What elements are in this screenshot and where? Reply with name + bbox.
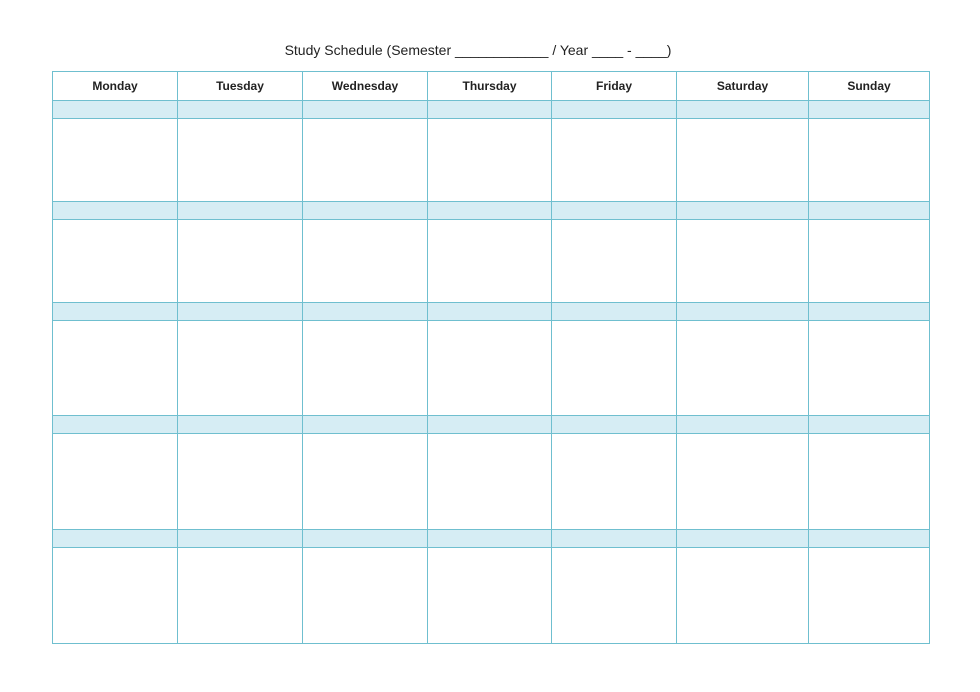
time-band-cell-thursday[interactable] [428, 202, 552, 220]
schedule-cell-friday[interactable] [552, 119, 677, 202]
schedule-cell-sunday[interactable] [809, 548, 930, 644]
schedule-cell-thursday[interactable] [428, 220, 552, 303]
schedule-row [53, 119, 930, 202]
schedule-cell-wednesday[interactable] [303, 434, 428, 530]
schedule-cell-saturday[interactable] [677, 548, 809, 644]
schedule-cell-tuesday[interactable] [178, 220, 303, 303]
time-band-cell-sunday[interactable] [809, 416, 930, 434]
schedule-cell-tuesday[interactable] [178, 119, 303, 202]
time-band-cell-friday[interactable] [552, 101, 677, 119]
time-band-cell-saturday[interactable] [677, 416, 809, 434]
day-header-wednesday: Wednesday [303, 72, 428, 101]
time-band-row [53, 303, 930, 321]
schedule-cell-thursday[interactable] [428, 119, 552, 202]
time-band-cell-tuesday[interactable] [178, 303, 303, 321]
day-header-monday: Monday [53, 72, 178, 101]
time-band-cell-friday[interactable] [552, 303, 677, 321]
time-band-cell-wednesday[interactable] [303, 101, 428, 119]
time-band-cell-friday[interactable] [552, 416, 677, 434]
schedule-cell-friday[interactable] [552, 434, 677, 530]
schedule-row [53, 548, 930, 644]
schedule-cell-sunday[interactable] [809, 321, 930, 416]
day-header-tuesday: Tuesday [178, 72, 303, 101]
time-band-row [53, 101, 930, 119]
schedule-cell-wednesday[interactable] [303, 119, 428, 202]
schedule-cell-saturday[interactable] [677, 119, 809, 202]
schedule-cell-wednesday[interactable] [303, 220, 428, 303]
schedule-grid [52, 71, 930, 644]
time-band-cell-tuesday[interactable] [178, 101, 303, 119]
time-band-cell-tuesday[interactable] [178, 202, 303, 220]
time-band-cell-sunday[interactable] [809, 101, 930, 119]
time-band-cell-monday[interactable] [53, 530, 178, 548]
time-band-cell-wednesday[interactable] [303, 303, 428, 321]
schedule-cell-monday[interactable] [53, 220, 178, 303]
schedule-cell-friday[interactable] [552, 220, 677, 303]
time-band-cell-saturday[interactable] [677, 303, 809, 321]
schedule-cell-saturday[interactable] [677, 434, 809, 530]
time-band-cell-thursday[interactable] [428, 303, 552, 321]
schedule-cell-tuesday[interactable] [178, 548, 303, 644]
schedule-cell-tuesday[interactable] [178, 434, 303, 530]
schedule-cell-friday[interactable] [552, 321, 677, 416]
time-band-cell-friday[interactable] [552, 530, 677, 548]
schedule-cell-saturday[interactable] [677, 321, 809, 416]
day-header-saturday: Saturday [677, 72, 809, 101]
day-header-row [53, 72, 930, 101]
time-band-cell-sunday[interactable] [809, 303, 930, 321]
schedule-cell-sunday[interactable] [809, 220, 930, 303]
time-band-cell-saturday[interactable] [677, 530, 809, 548]
schedule-cell-monday[interactable] [53, 119, 178, 202]
schedule-row [53, 220, 930, 303]
day-header-sunday: Sunday [809, 72, 930, 101]
time-band-cell-thursday[interactable] [428, 416, 552, 434]
time-band-row [53, 530, 930, 548]
time-band-cell-tuesday[interactable] [178, 530, 303, 548]
time-band-cell-saturday[interactable] [677, 202, 809, 220]
schedule-row [53, 434, 930, 530]
day-header-thursday: Thursday [428, 72, 552, 101]
time-band-cell-tuesday[interactable] [178, 416, 303, 434]
schedule-cell-saturday[interactable] [677, 220, 809, 303]
schedule-row [53, 321, 930, 416]
time-band-cell-thursday[interactable] [428, 530, 552, 548]
schedule-cell-tuesday[interactable] [178, 321, 303, 416]
schedule-cell-monday[interactable] [53, 321, 178, 416]
schedule-cell-wednesday[interactable] [303, 548, 428, 644]
schedule-cell-friday[interactable] [552, 548, 677, 644]
time-band-cell-friday[interactable] [552, 202, 677, 220]
time-band-cell-wednesday[interactable] [303, 416, 428, 434]
time-band-cell-thursday[interactable] [428, 101, 552, 119]
time-band-cell-monday[interactable] [53, 416, 178, 434]
time-band-cell-sunday[interactable] [809, 202, 930, 220]
schedule-cell-wednesday[interactable] [303, 321, 428, 416]
time-band-row [53, 202, 930, 220]
schedule-cell-monday[interactable] [53, 548, 178, 644]
schedule-cell-sunday[interactable] [809, 434, 930, 530]
time-band-cell-monday[interactable] [53, 303, 178, 321]
day-header-friday: Friday [552, 72, 677, 101]
time-band-cell-wednesday[interactable] [303, 202, 428, 220]
time-band-cell-monday[interactable] [53, 202, 178, 220]
schedule-cell-thursday[interactable] [428, 434, 552, 530]
document-title: Study Schedule (Semester ____________ / Year ____ - ____) [284, 42, 672, 58]
schedule-cell-thursday[interactable] [428, 548, 552, 644]
time-band-row [53, 416, 930, 434]
schedule-cell-thursday[interactable] [428, 321, 552, 416]
time-band-cell-sunday[interactable] [809, 530, 930, 548]
schedule-cell-sunday[interactable] [809, 119, 930, 202]
schedule-body [53, 101, 930, 644]
time-band-cell-monday[interactable] [53, 101, 178, 119]
time-band-cell-wednesday[interactable] [303, 530, 428, 548]
time-band-cell-saturday[interactable] [677, 101, 809, 119]
schedule-cell-monday[interactable] [53, 434, 178, 530]
